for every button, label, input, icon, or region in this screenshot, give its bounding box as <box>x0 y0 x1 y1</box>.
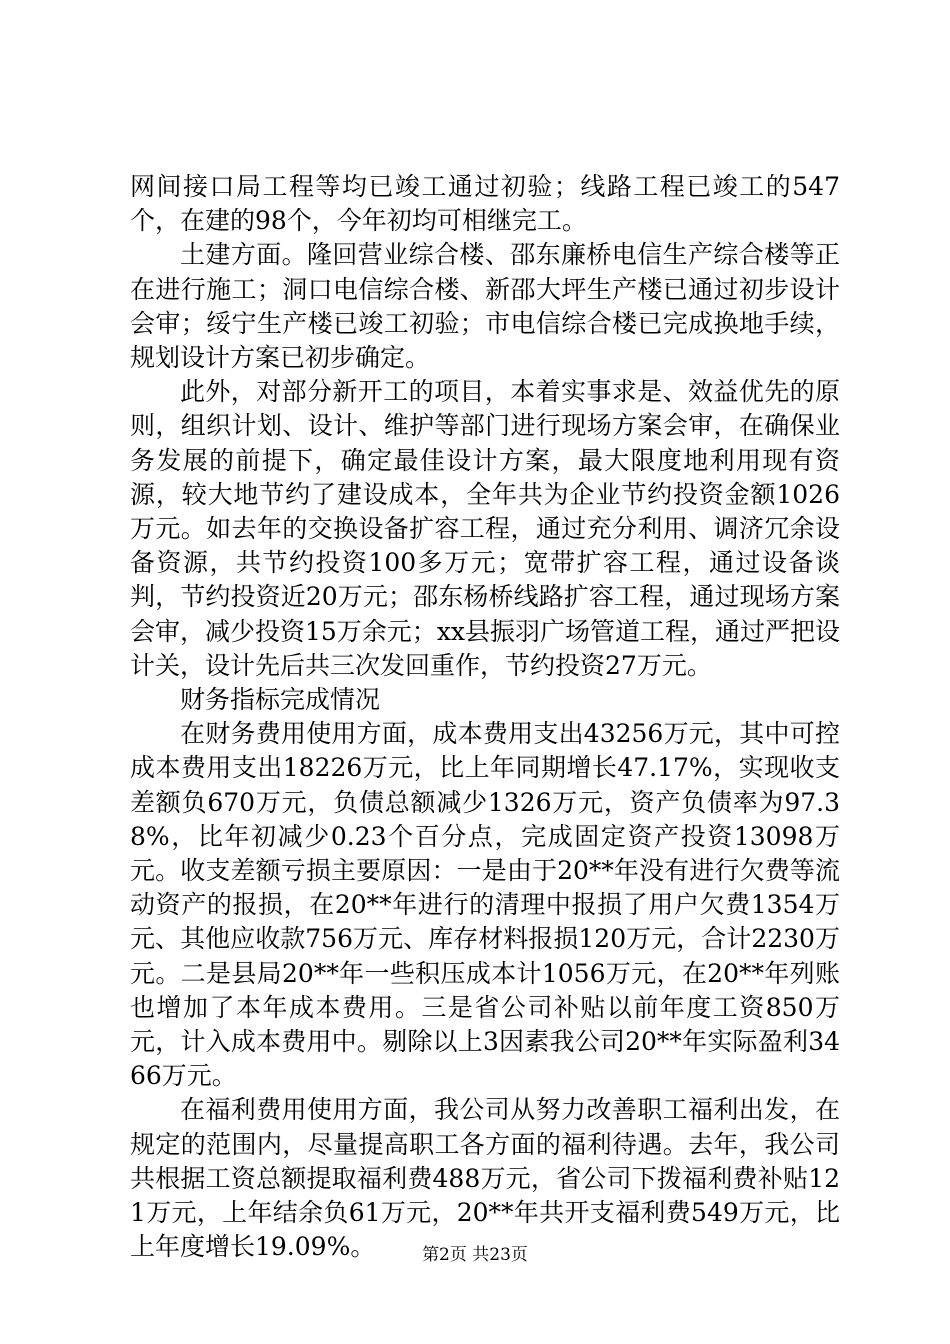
section-heading: 财务指标完成情况 <box>180 685 381 715</box>
paragraph-continuation: 网间接口局工程等均已竣工通过初验；线路工程已竣工的547个，在建的98个，今年初均可相继完工。 <box>130 172 840 236</box>
page-footer: 第2页 共23页 <box>422 1245 528 1265</box>
document-body <box>130 170 840 1265</box>
paragraph-finance-costs: 在财务费用使用方面，成本费用支出43256万元，其中可控成本费用支出18226万元，比上年同期增长47.17%，实现收支差额负670万元，负债总额减少1326万元，资产负债率为97.38%，比年初减少0.23个百分点，完成固定资产投资13098万元。收支差额亏损主要原因：一是由于20**年没有进行欠费等流动资产的报损，在20**年进行的清理中报损了用户欠费1354万元、其他应收款756万元、库存材料报损120万元，合计2230万元。二是县局20**年一些积压成本计1056万元，在20**年列账也增加了本年成本费用。三是省公司补贴以前年度工资850万元，计入成本费用中。剔除以上3因素我公司20**年实际盈利3466万元。 <box>130 719 840 1091</box>
paragraph-welfare: 在福利费用使用方面，我公司从努力改善职工福利出发，在规定的范围内，尽量提高职工各方面的福利待遇。去年，我公司共根据工资总额提取福利费488万元，省公司下拨福利费补贴121万元，上年结余负61万元，20**年共开支福利费549万元，比上年度增长19.09%。 <box>130 1095 840 1262</box>
paragraph-civil-construction: 土建方面。隆回营业综合楼、邵东廉桥电信生产综合楼等正在进行施工；洞口电信综合楼、新邵大坪生产楼已通过初步设计会审；绥宁生产楼已竣工初验；市电信综合楼已完成换地手续，规划设计方案已初步确定。 <box>130 240 840 373</box>
paragraph-cost-saving: 此外，对部分新开工的项目，本着实事求是、效益优先的原则，组织计划、设计、维护等部门进行现场方案会审，在确保业务发展的前提下，确定最佳设计方案，最大限度地利用现有资源，较大地节约了建设成本，全年共为企业节约投资金额1026万元。如去年的交换设备扩容工程，通过充分利用、调济冗余设备资源，共节约投资100多万元；宽带扩容工程，通过设备谈判，节约投资近20万元；邵东杨桥线路扩容工程，通过现场方案会审，减少投资15万余元；xx县振羽广场管道工程，通过严把设计关，设计先后共三次发回重作，节约投资27万元。 <box>130 377 841 680</box>
